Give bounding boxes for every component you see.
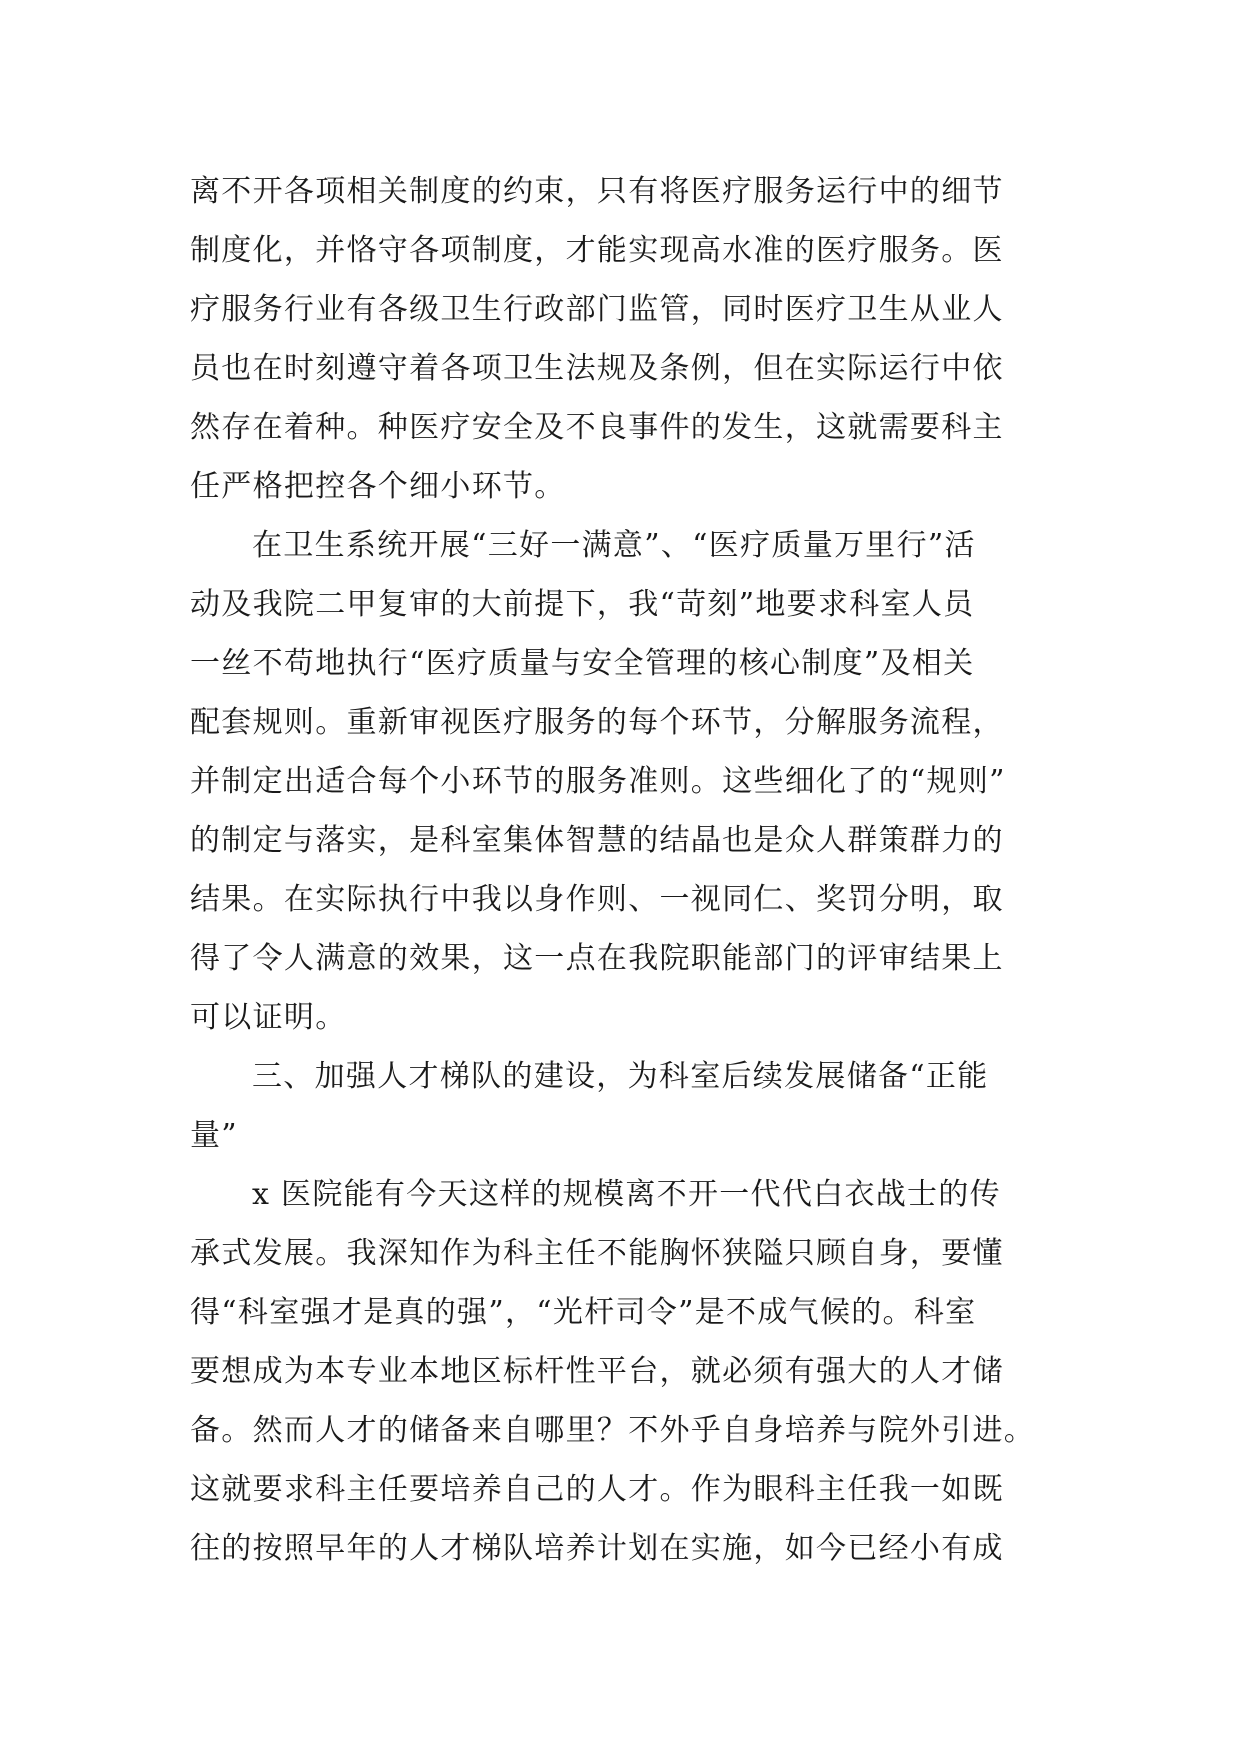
text-line: 制度化，并恪守各项制度，才能实现高水准的医疗服务。医 (190, 233, 1004, 268)
text-line: 动及我院二甲复审的大前提下，我“苛刻”地要求科室人员 (190, 587, 975, 622)
paragraph-start-line: 在卫生系统开展“三好一满意”、“医疗质量万里行”活 (252, 528, 976, 563)
text-line: 备。然而人才的储备来自哪里？不外乎自身培养与院外引进。 (190, 1413, 1036, 1448)
text-line: 任严格把控各个细小环节。 (190, 469, 566, 504)
text-line: 离不开各项相关制度的约束，只有将医疗服务运行中的细节 (190, 174, 1004, 209)
text-line: 承式发展。我深知作为科主任不能胸怀狭隘只顾自身，要懂 (190, 1236, 1004, 1271)
paragraph-start-line: x 医院能有今天这样的规模离不开一代代白衣战士的传 (252, 1177, 1001, 1212)
text-line: 的制定与落实，是科室集体智慧的结晶也是众人群策群力的 (190, 823, 1004, 858)
text-line: 一丝不苟地执行“医疗质量与安全管理的核心制度”及相关 (190, 646, 975, 681)
section-heading-line: 三、加强人才梯队的建设，为科室后续发展储备“正能 (252, 1059, 989, 1094)
text-line: 得了令人满意的效果，这一点在我院职能部门的评审结果上 (190, 941, 1004, 976)
section-heading-line: 量” (190, 1118, 238, 1153)
text-line: 要想成为本专业本地区标杆性平台，就必须有强大的人才储 (190, 1354, 1004, 1389)
text-line: 然存在着种。种医疗安全及不良事件的发生，这就需要科主 (190, 410, 1004, 445)
text-line: 这就要求科主任要培养自己的人才。作为眼科主任我一如既 (190, 1472, 1004, 1507)
body-text (190, 162, 1050, 1578)
text-line: 得“科室强才是真的强”，“光杆司令”是不成气候的。科室 (190, 1295, 977, 1330)
text-line: 往的按照早年的人才梯队培养计划在实施，如今已经小有成 (190, 1531, 1004, 1566)
text-line: 配套规则。重新审视医疗服务的每个环节，分解服务流程， (190, 705, 1004, 740)
text-line: 并制定出适合每个小环节的服务准则。这些细化了的“规则” (190, 764, 1006, 799)
text-line: 疗服务行业有各级卫生行政部门监管，同时医疗卫生从业人 (190, 292, 1004, 327)
text-line: 结果。在实际执行中我以身作则、一视同仁、奖罚分明，取 (190, 882, 1004, 917)
text-line: 可以证明。 (190, 1000, 347, 1035)
text-line: 员也在时刻遵守着各项卫生法规及条例，但在实际运行中依 (190, 351, 1004, 386)
